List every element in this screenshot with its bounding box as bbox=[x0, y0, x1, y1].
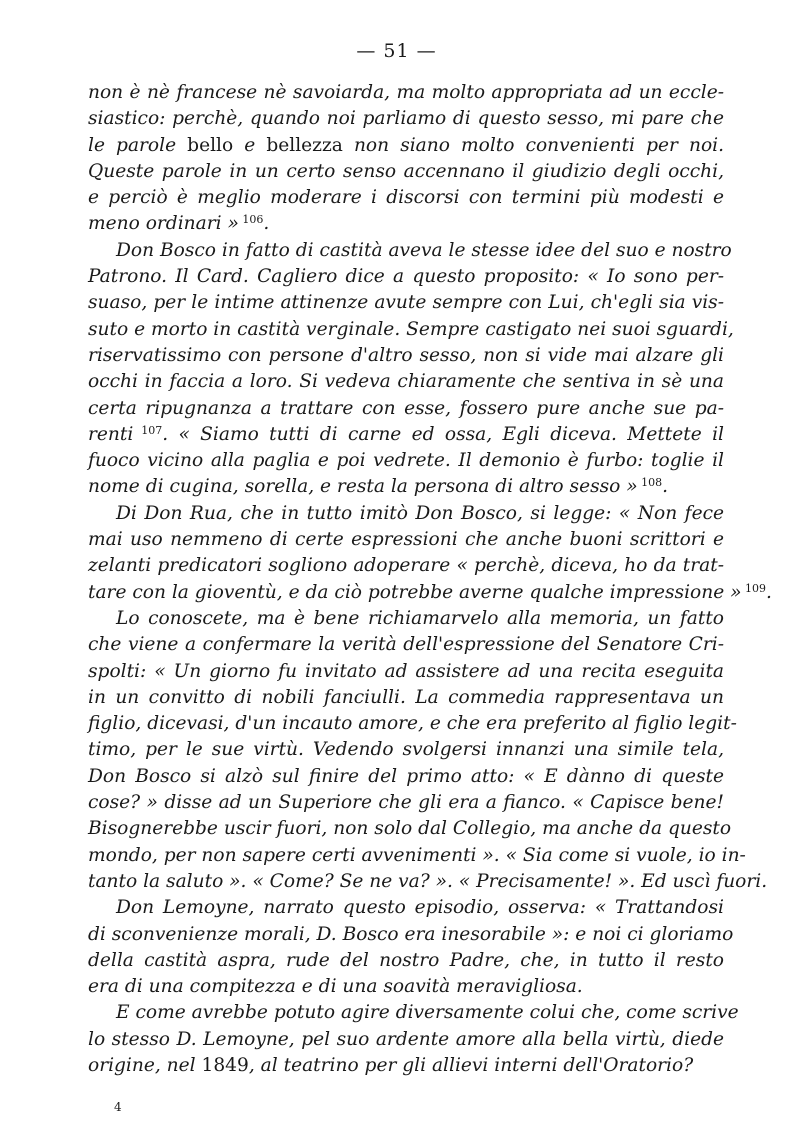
text-line: Lo conoscete, ma è bene richiamarvelo alla memoria, un fatto bbox=[116, 607, 724, 629]
text-line: renti $^{107}$. « Siamo tutti di carne ed ossa, Egli diceva. Mettete il bbox=[88, 423, 724, 445]
page-number: — 51 — bbox=[356, 40, 437, 62]
text-line: Bisognerebbe uscir fuori, non solo dal Collegio, ma anche da questo bbox=[88, 818, 732, 840]
text-line: di sconvenienze morali, D. Bosco era inesorabile »: e noi ci gloriamo bbox=[88, 923, 734, 945]
text-line: occhi in faccia a loro. Si vedeva chiaramente che sentiva in sè una bbox=[88, 371, 724, 393]
text-line: origine, nel 1849, al teatrino per gli allievi interni dell'Oratorio? bbox=[88, 1054, 694, 1076]
text-line: mai uso nemmeno di certe espressioni che anche buoni scrittori e bbox=[88, 529, 724, 551]
text-line: Don Bosco si alzò sul finire del primo atto: « E dànno di queste bbox=[88, 765, 724, 787]
text-line: cose? » disse ad un Superiore che gli era a fianco. « Capisce bene! bbox=[88, 792, 724, 814]
text-line: E come avrebbe potuto agire diversamente colui che, come scrive bbox=[116, 1002, 739, 1024]
text-line: suaso, per le intime attinenze avute sempre con Lui, ch'egli sia vis- bbox=[88, 292, 724, 314]
text-line: Di Don Rua, che in tutto imitò Don Bosco, si legge: « Non fece bbox=[116, 502, 724, 524]
text-line: era di una compitezza e di una soavità meravigliosa. bbox=[88, 976, 583, 998]
text-line: Don Lemoyne, narrato questo episodio, osserva: « Trattandosi bbox=[116, 897, 724, 919]
text-line: non è nè francese nè savoiarda, ma molto appropriata ad un eccle- bbox=[88, 82, 724, 103]
text-line: della castità aspra, rude del nostro Padre, che, in tutto il resto bbox=[88, 949, 724, 971]
text-line: mondo, per non sapere certi avvenimenti ». « Sia come si vuole, io in- bbox=[88, 844, 746, 866]
text-line: meno ordinari » $^{106}$. bbox=[88, 213, 270, 235]
text-line: nome di cugina, sorella, e resta la persona di altro sesso » $^{108}$. bbox=[88, 476, 669, 498]
footnote-ref: 107 bbox=[133, 423, 163, 437]
text-line: in un convitto di nobili fanciulli. La commedia rappresentava un bbox=[88, 686, 724, 708]
text-line: tanto la saluto ». « Come? Se ne va? ». « Precisamente! ». Ed uscì fuori. bbox=[88, 870, 768, 892]
signature-mark: 4 bbox=[114, 1100, 122, 1114]
text-line: lo stesso D. Lemoyne, pel suo ardente amore alla bella virtù, diede bbox=[88, 1028, 724, 1050]
text-line: riservatissimo con persone d'altro sesso, non si vide mai alzare gli bbox=[88, 344, 724, 366]
text-line: Don Bosco in fatto di castità aveva le stesse idee del suo e nostro bbox=[116, 239, 732, 261]
text-line: che viene a confermare la verità dell'espressione del Senatore Cri- bbox=[88, 634, 724, 656]
text-line: suto e morto in castità verginale. Sempre castigato nei suoi sguardi, bbox=[88, 318, 734, 340]
footnote-ref: 108 bbox=[637, 476, 663, 490]
text-line: spolti: « Un giorno fu invitato ad assistere ad una recita eseguita bbox=[88, 660, 724, 682]
body-text bbox=[88, 80, 772, 1079]
footnote-ref: 106 bbox=[238, 213, 264, 227]
text-line: timo, per le sue virtù. Vedendo svolgersi innanzi una simile tela, bbox=[88, 739, 724, 761]
text-line: Patrono. Il Card. Cagliero dice a questo proposito: « Io sono per- bbox=[88, 266, 724, 288]
text-line: figlio, dicevasi, d'un incauto amore, e che era preferito al figlio legit- bbox=[88, 713, 737, 735]
text-line: e perciò è meglio moderare i discorsi con termini più modesti e bbox=[88, 187, 724, 209]
text-line: fuoco vicino alla paglia e poi vedrete. Il demonio è furbo: toglie il bbox=[88, 450, 724, 472]
text-line: Queste parole in un certo senso accennano il giudizio degli occhi, bbox=[88, 160, 724, 182]
footnote-ref: 109 bbox=[741, 581, 766, 595]
text-line: zelanti predicatori sogliono adoperare « perchè, diceva, ho da trat- bbox=[88, 555, 724, 577]
text-line: tare con la gioventù, e da ciò potrebbe averne qualche impressione » $^{109}$. bbox=[88, 581, 772, 603]
text-line: certa ripugnanza a trattare con esse, fossero pure anche sue pa- bbox=[88, 397, 724, 419]
text-line: le parole bello e bellezza non siano molto convenienti per noi. bbox=[88, 134, 724, 156]
text-line: siastico: perchè, quando noi parliamo di questo sesso, mi pare che bbox=[88, 108, 724, 130]
